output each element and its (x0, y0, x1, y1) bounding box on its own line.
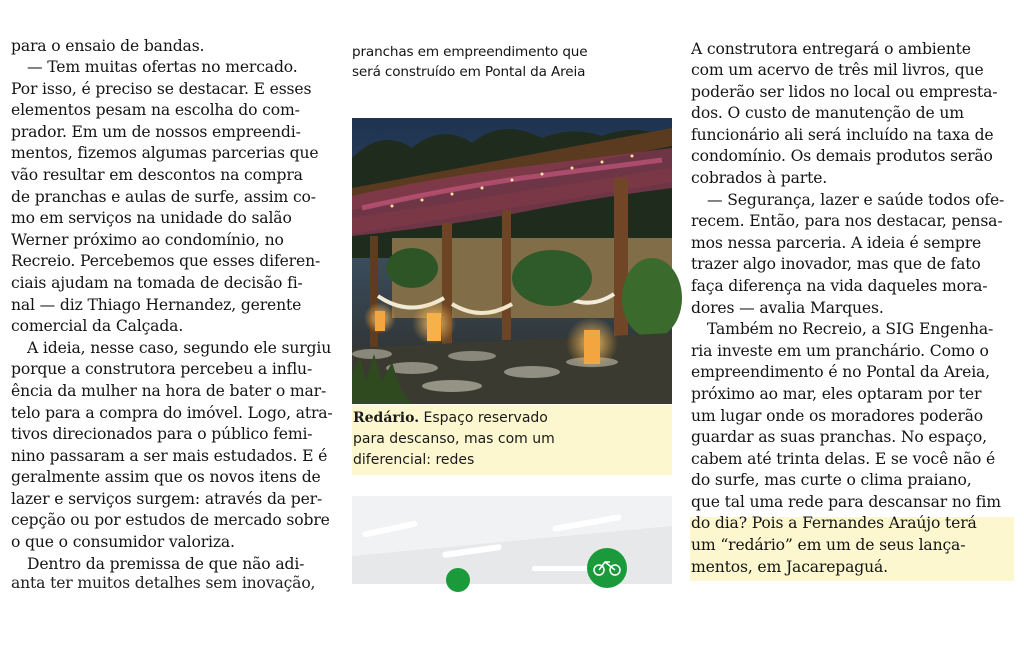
text-line: lazer e serviços surgem: através da per- (11, 489, 323, 508)
text-line: elementos pesam na escolha do com- (11, 101, 300, 120)
text-line: recem. Então, para nos destacar, pensa- (691, 212, 1003, 231)
text-line: condomínio. Os demais produtos serão (691, 147, 993, 166)
text-line: faça diferença na vida daqueles mora- (691, 276, 988, 295)
text-line: — Segurança, lazer e saúde todos ofe- (707, 190, 1005, 209)
text-line: mo em serviços na unidade do salão (11, 209, 292, 228)
text-line: de pranchas e aulas de surfe, assim co- (11, 187, 316, 206)
text-line: trazer algo inovador, mas que de fato (691, 255, 981, 274)
caption-line-2: para descanso, mas com um (353, 431, 555, 447)
text-line: geralmente assim que os novos itens de (11, 468, 321, 487)
text-line: Por isso, é preciso se destacar. E esses (11, 79, 312, 98)
text-line: dos. O custo de manutenção de um (691, 104, 964, 123)
bike-room-photo (352, 496, 672, 584)
text-line: ria investe em um pranchário. Como o (691, 341, 989, 360)
photo-caption (352, 405, 672, 475)
left-article-column (11, 37, 337, 593)
text-line: prador. Em um de nossos empreendi- (11, 122, 301, 141)
left-column-lines (11, 37, 337, 593)
text-line: cepção ou por estudos de mercado sobre (11, 511, 330, 530)
caption-line: pranchas em empreendimento que (352, 44, 588, 60)
text-line: cabem até trinta delas. E se você não é (691, 449, 996, 468)
text-line: cobrados à parte. (691, 168, 828, 187)
text-line: Werner próximo ao condomínio, no (11, 230, 284, 249)
caption-line-3: diferencial: redes (353, 452, 475, 468)
text-line: vão resultar em descontos na compra (11, 165, 303, 184)
text-line: A ideia, nesse caso, segundo ele surgiu (27, 338, 332, 357)
bike-icon (446, 568, 470, 592)
bike-icon (587, 548, 627, 588)
text-line: dores — avalia Marques. (691, 298, 884, 317)
middle-column-top-caption (352, 44, 672, 83)
text-line: com um acervo de três mil livros, que (691, 61, 984, 79)
bike-room-image (352, 496, 672, 584)
right-column-lines (691, 40, 1013, 578)
text-line: Recreio. Percebemos que esses diferen- (11, 252, 321, 271)
top-caption-lines (352, 44, 672, 83)
text-line: ência da mulher na hora de bater o mar- (11, 381, 327, 400)
text-line: um lugar onde os moradores poderão (691, 406, 984, 425)
text-line: comercial da Calçada. (11, 317, 184, 336)
text-line: mentos, em Jacarepaguá. (691, 557, 888, 576)
caption-text: Espaço reservado (419, 410, 548, 426)
text-line: nal — diz Thiago Hernandez, gerente (11, 295, 302, 314)
text-line: Dentro da premissa de que não adi- (27, 554, 305, 573)
text-line: do dia? Pois a Fernandes Araújo terá (691, 514, 977, 533)
text-line: guardar as suas pranchas. No espaço, (691, 428, 987, 447)
text-line: para o ensaio de bandas. (11, 37, 205, 55)
text-line: anta ter muitos detalhes sem inovação, (11, 574, 316, 593)
redario-photo (352, 118, 672, 404)
text-line: funcionário ali será incluído na taxa de (691, 125, 994, 144)
text-line: poderão ser lidos no local ou empresta- (691, 82, 998, 101)
text-line: empreendimento é no Pontal da Areia, (691, 363, 990, 382)
text-line: porque a construtora percebeu a influ- (11, 360, 313, 379)
text-line: o que o consumidor valoriza. (11, 533, 235, 552)
text-line: mos nessa parceria. A ideia é sempre (691, 233, 982, 252)
caption-line-1 (353, 408, 672, 429)
text-line: A construtora entregará o ambiente (691, 40, 971, 58)
text-line: — Tem muitas ofertas no mercado. (27, 58, 298, 76)
text-line: telo para a compra do imóvel. Logo, atra- (11, 403, 333, 422)
caption-title: Redário. (353, 410, 420, 426)
text-line: que tal uma rede para descansar no fim (691, 492, 1001, 511)
text-line: ciais ajudam na tomada de decisão fi- (11, 273, 303, 292)
text-line: tivos direcionados para o público femi- (11, 425, 313, 444)
text-line: próximo ao mar, eles optaram por ter (691, 384, 982, 403)
right-article-column (691, 40, 1013, 578)
pergola-garden-image (352, 118, 672, 404)
text-line: mentos, fizemos algumas parcerias que (11, 144, 319, 163)
text-line: Também no Recreio, a SIG Engenha- (707, 320, 994, 339)
caption-line: será construído em Pontal da Areia (352, 64, 586, 80)
text-line: do surfe, mas curte o clima praiano, (691, 471, 972, 490)
text-line: nino passaram a ser mais estudados. E é (11, 446, 328, 465)
text-line: um “redário” em um de seus lança- (691, 536, 966, 555)
